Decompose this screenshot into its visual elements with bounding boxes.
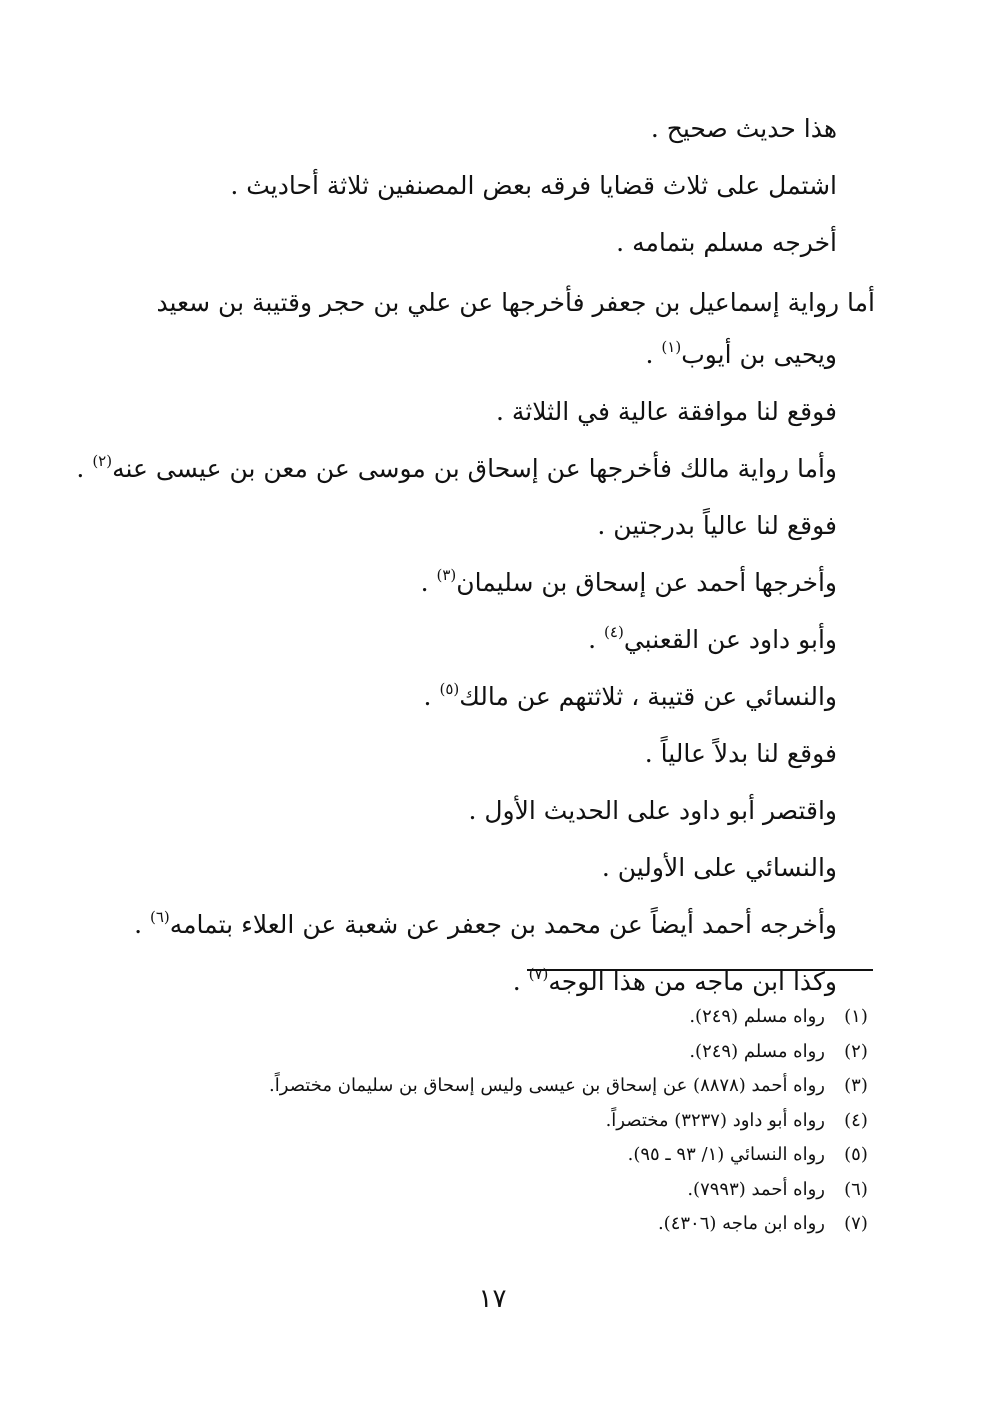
footnotes-section — [177, 1000, 877, 1242]
footnote-item — [177, 1069, 877, 1104]
footnote-separator — [527, 969, 873, 971]
line-terminator: . — [645, 340, 662, 369]
text-line: والنسائي على الأولين . — [601, 853, 837, 882]
text-line — [76, 440, 837, 497]
page-number: ١٧ — [478, 1284, 507, 1314]
text-line-continued: ويحيى بن أيوب — [681, 340, 837, 369]
text-line: اشتمل على ثلاث قضايا فرقه بعض المصنفين ثلاثة أحاديث . — [230, 171, 837, 200]
footnote-item — [177, 1104, 877, 1139]
footnote-number: (٢) — [844, 1040, 868, 1062]
footnote-item — [177, 1207, 877, 1242]
footnote-marker[interactable]: (١) — [661, 338, 682, 356]
footnote-text: رواه مسلم (٢٤٩). — [689, 1040, 825, 1062]
line-text: وأبو داود عن القعنبي — [623, 625, 837, 654]
line-text: وأخرجها أحمد عن إسحاق بن سليمان — [456, 568, 837, 597]
text-line — [97, 611, 837, 668]
footnote-marker[interactable]: (٦) — [149, 908, 170, 926]
line-terminator: . — [420, 568, 437, 597]
line-text: وكذا ابن ماجه من هذا الوجه — [548, 967, 837, 996]
footnote-marker[interactable]: (٤) — [604, 623, 624, 641]
footnote-text: رواه أبو داود (٣٢٣٧) مختصراً. — [605, 1109, 825, 1131]
text-line: فوقع لنا موافقة عالية في الثلاثة . — [495, 397, 837, 426]
text-line: فوقع لنا بدلاً عالياً . — [644, 739, 837, 768]
line-text: وأما رواية مالك فأخرجها عن إسحاق بن موسى عن معن بن عيسى عنه — [112, 454, 837, 483]
footnote-number: (٥) — [844, 1144, 868, 1165]
footnote-number: (٧) — [844, 1213, 868, 1234]
line-text: والنسائي عن قتيبة ، ثلاثتهم عن مالك — [459, 682, 837, 711]
footnote-item — [177, 1000, 877, 1035]
footnote-number: (٣) — [844, 1075, 868, 1096]
text-line — [97, 554, 837, 611]
footnote-text: رواه ابن ماجه (٤٣٠٦). — [657, 1213, 825, 1234]
line-text: وأخرجه أحمد أيضاً عن محمد بن جعفر عن شعبة عن العلاء بتمامه — [169, 910, 837, 939]
footnote-marker[interactable]: (٧) — [528, 965, 549, 983]
footnote-text: رواه أحمد (٨٨٧٨) عن إسحاق بن عيسى وليس إسحاق بن سليمان مختصراً. — [269, 1075, 825, 1096]
footnote-text: رواه أحمد (٧٩٩٣). — [687, 1178, 825, 1200]
footnote-number: (١) — [844, 1006, 868, 1027]
footnote-item — [177, 1173, 877, 1208]
text-line: أما رواية إسماعيل بن جعفر فأخرجها عن علي بن حجر وقتيبة بن سعيد — [156, 288, 875, 317]
footnote-text: رواه النسائي (١/ ٩٣ ـ ٩٥). — [627, 1144, 825, 1165]
line-terminator: . — [588, 625, 605, 654]
text-line: أخرجه مسلم بتمامه . — [616, 228, 837, 257]
footnote-marker[interactable]: (٥) — [439, 680, 460, 698]
main-text — [76, 100, 875, 1010]
line-terminator: . — [134, 910, 150, 939]
footnote-item — [177, 1138, 877, 1173]
line-terminator: . — [76, 454, 93, 483]
footnote-item — [177, 1035, 877, 1070]
text-line: هذا حديث صحيح . — [650, 114, 837, 143]
line-terminator: . — [512, 967, 529, 996]
footnote-marker[interactable]: (٢) — [92, 452, 113, 470]
text-line: واقتصر أبو داود على الحديث الأول . — [468, 796, 837, 825]
text-line — [97, 668, 837, 725]
footnote-marker[interactable]: (٣) — [436, 566, 457, 584]
text-paragraph — [97, 277, 875, 381]
footnote-number: (٦) — [844, 1178, 868, 1200]
footnote-number: (٤) — [844, 1109, 868, 1131]
line-terminator: . — [423, 682, 440, 711]
text-line: فوقع لنا عالياً بدرجتين . — [597, 511, 837, 540]
footnote-text: رواه مسلم (٢٤٩). — [689, 1006, 825, 1027]
text-line — [97, 896, 837, 953]
